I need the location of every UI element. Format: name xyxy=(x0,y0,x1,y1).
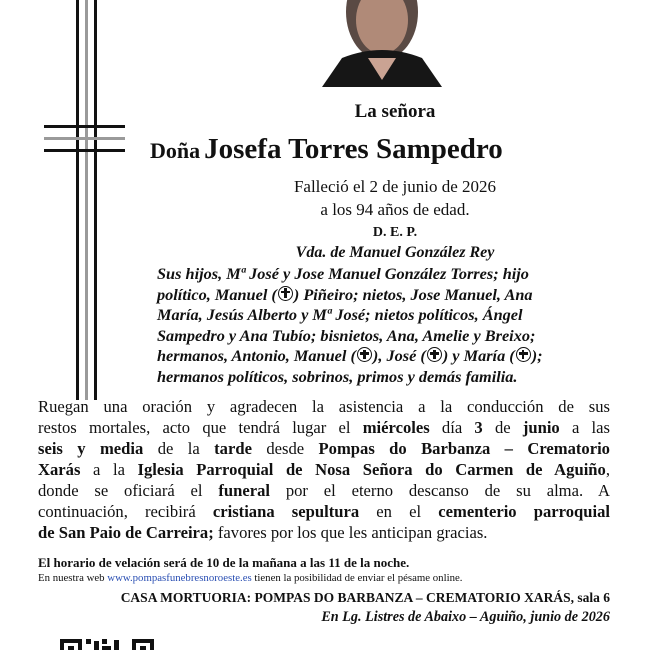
name-prefix: Doña xyxy=(150,138,201,163)
memorial-cross-icon xyxy=(516,347,531,362)
family-line: hermanos políticos, sobrinos, primos y demás familia. xyxy=(157,366,518,386)
family-line: hermanos, Antonio, Manuel ( ), José ( ) y María ( ); xyxy=(157,346,543,365)
wake-schedule: El horario de velación será de 10 de la mañana a las 11 de la noche. xyxy=(38,555,410,570)
service-line: de San Paio de Carreira; favores por los que les anticipan gracias. xyxy=(38,523,488,542)
family-line: Sampedro y Ana Tubío; bisnietos, Ana, Amelie y Breixo; xyxy=(157,325,536,345)
title-label: La señora xyxy=(354,101,436,122)
service-line: restos mortales, acto que tendrá lugar el miércoles día 3 de junio a las xyxy=(38,418,610,437)
service-line: donde se oficiará el funeral por el eterno descanso de su alma. A xyxy=(38,481,610,500)
condolence-note: En nuestra web www.pompasfunebresnoroeste.es tienen la posibilidad de enviar el pésame online. xyxy=(38,572,463,584)
family-line: político, Manuel ( ) Piñeiro; nietos, Jose Manuel, Ana xyxy=(157,284,533,304)
family-line: María, Jesús Alberto y Mª José; nietos políticos, Ángel xyxy=(157,305,523,324)
website-link[interactable]: www.pompasfunebresnoroeste.es xyxy=(107,572,252,584)
service-line: Ruegan una oración y agradecen la asistencia a la conducción de sus xyxy=(38,397,610,416)
rip-label: D. E. P. xyxy=(372,225,418,240)
service-line: seis y media de la tarde desde Pompas do Barbanza – Crematorio xyxy=(38,439,610,458)
memorial-cross-icon xyxy=(278,286,293,301)
service-line: Xarás a la Iglesia Parroquial de Nosa Señora do Carmen de Aguiño, xyxy=(38,460,610,479)
deceased-name xyxy=(150,133,630,166)
memorial-cross-icon xyxy=(357,347,372,362)
age-at-death: a los 94 años de edad. xyxy=(320,200,470,219)
portrait-photo xyxy=(322,0,442,87)
name-main: Josefa Torres Sampedro xyxy=(204,133,503,165)
memorial-cross-icon xyxy=(427,347,442,362)
service-details xyxy=(38,396,610,543)
death-date: Falleció el 2 de junio de 2026 xyxy=(293,177,497,196)
widow-of: Vda. de Manuel González Rey xyxy=(295,244,495,261)
qr-code-icon[interactable] xyxy=(60,635,154,650)
service-line: continuación, recibirá cristiana sepultura en el cementerio parroquial xyxy=(38,502,611,521)
family-list xyxy=(157,264,610,387)
family-line: Sus hijos, Mª José y Jose Manuel González Torres; hijo xyxy=(157,264,529,283)
mortuary-info: CASA MORTUORIA: POMPAS DO BARBANZA – CREMATORIO XARÁS, sala 6 xyxy=(120,590,610,605)
place-date: En Lg. Listres de Abaixo – Aguiño, junio de 2026 xyxy=(321,609,610,625)
